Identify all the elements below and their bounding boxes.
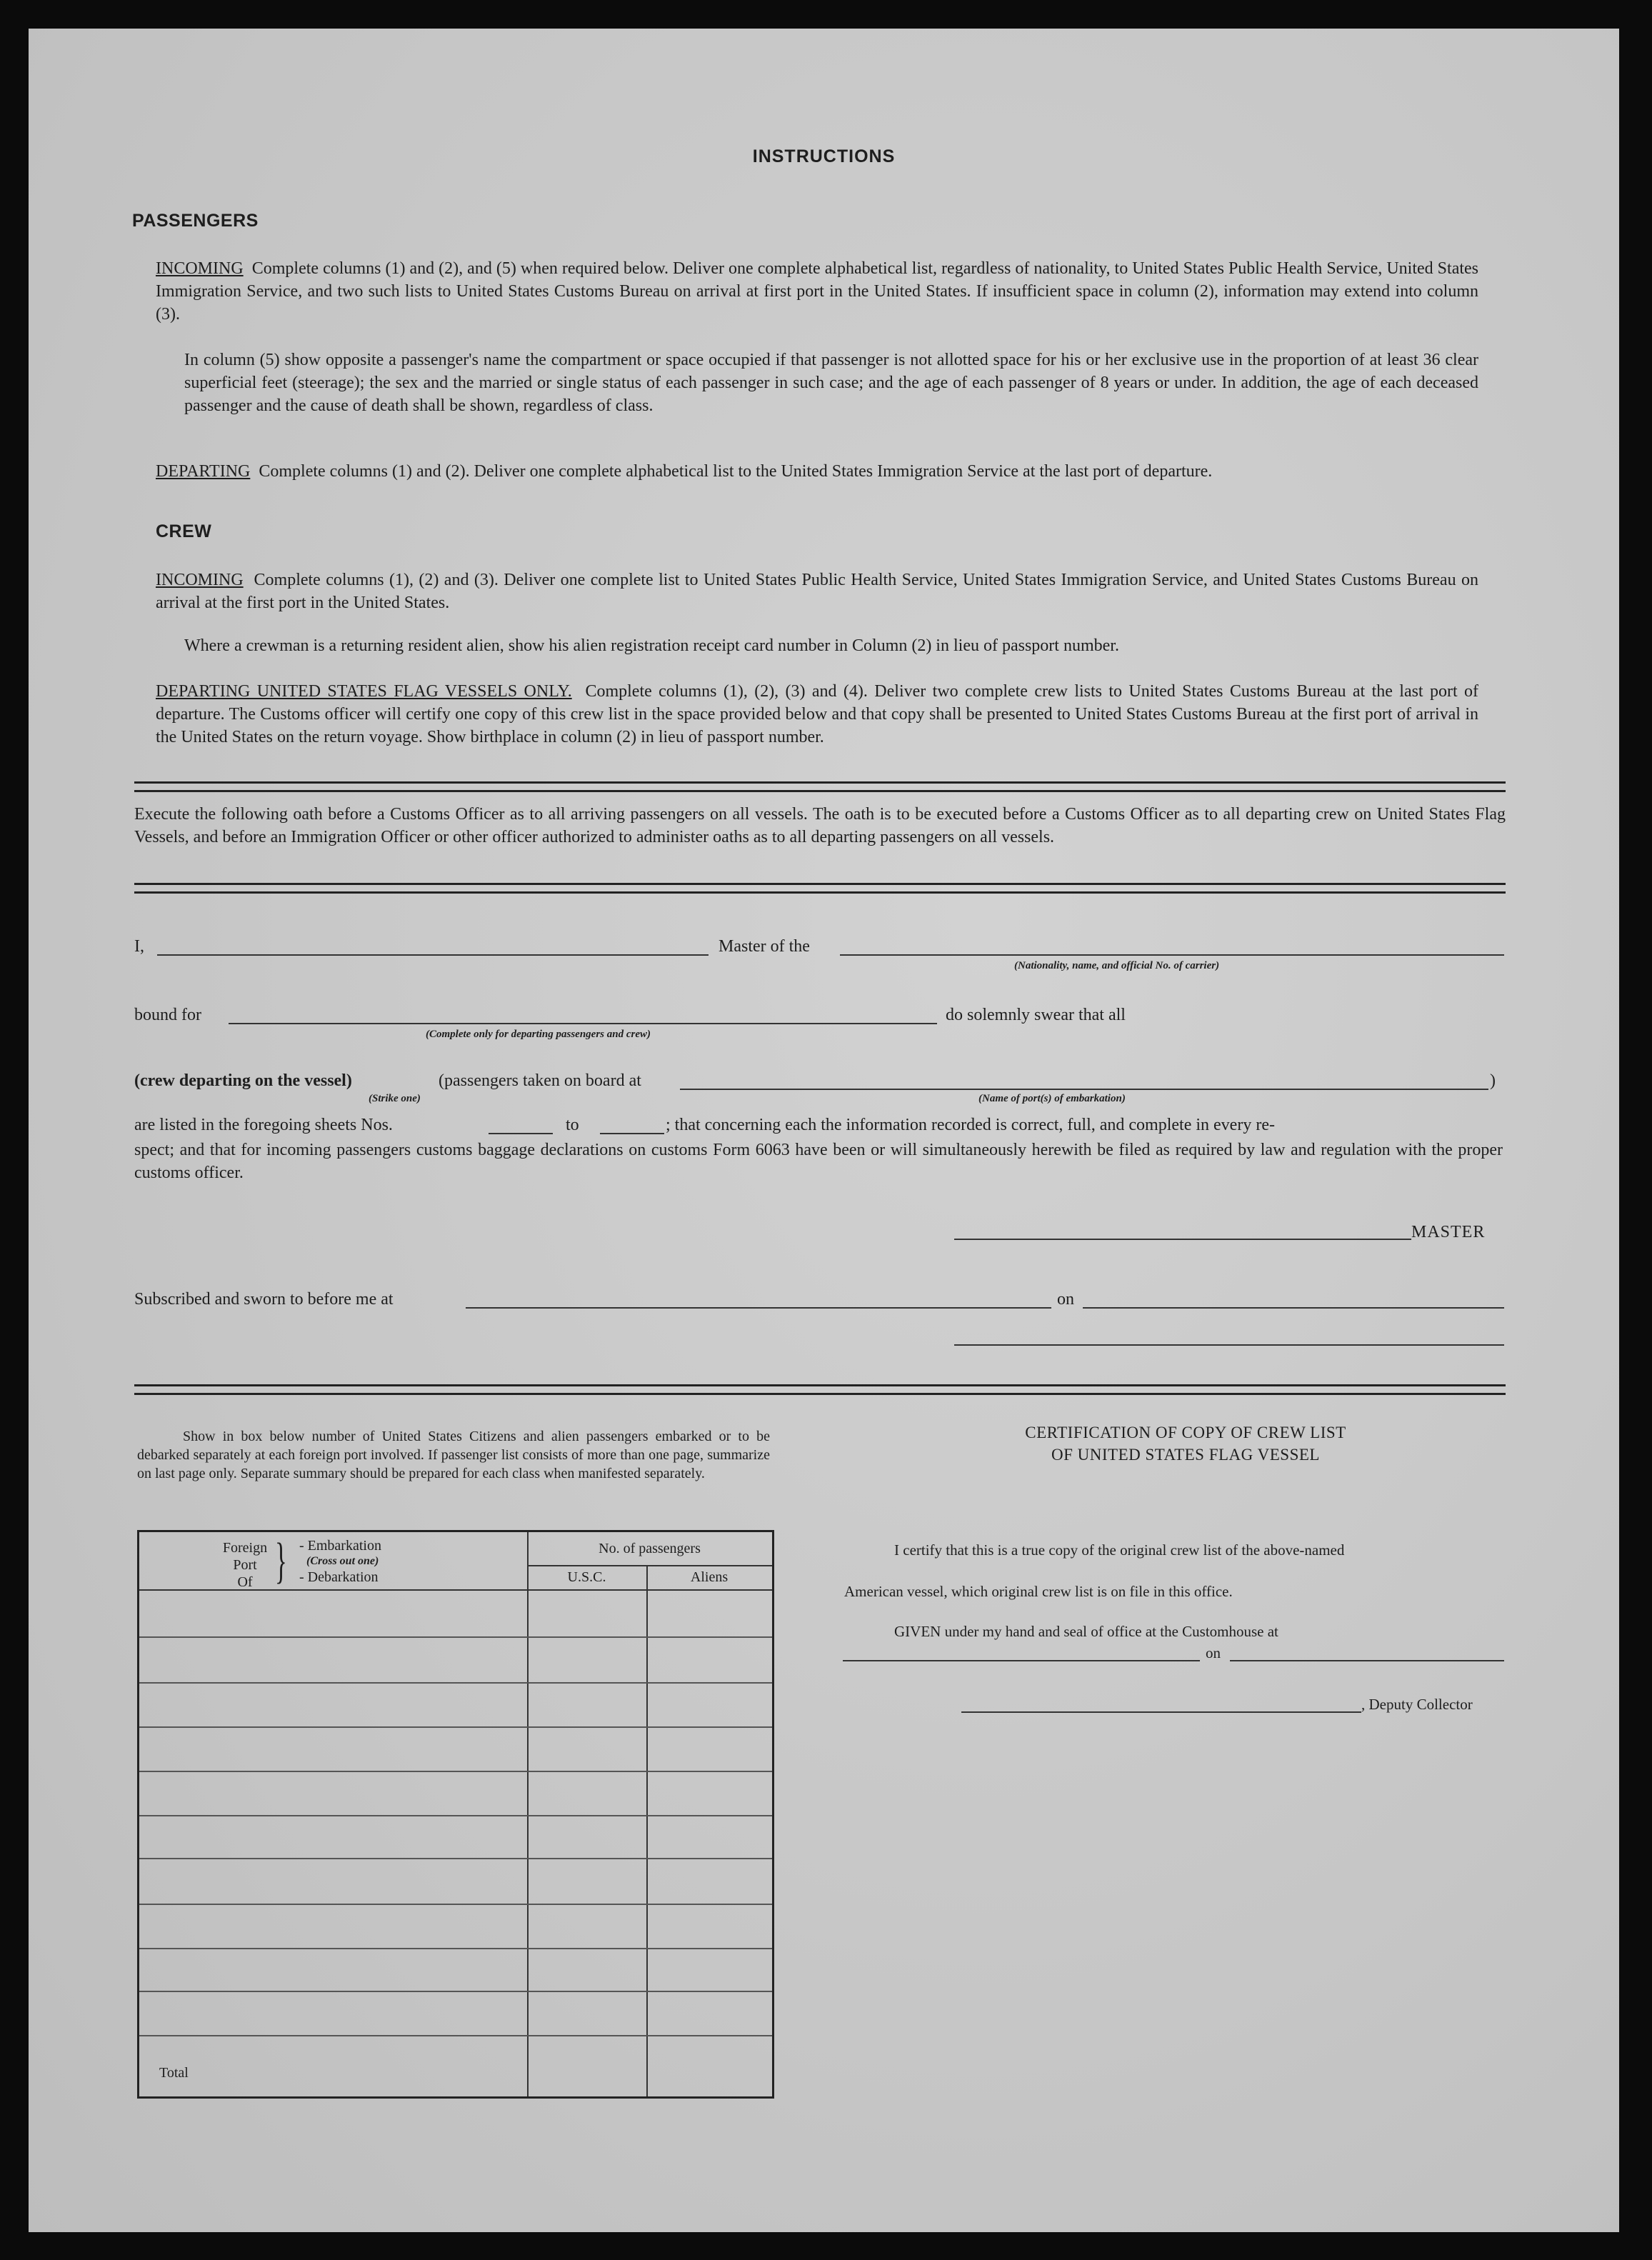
oath-i-label: I,	[134, 937, 144, 956]
embark-debark-options	[299, 1538, 381, 1585]
close-paren: )	[1490, 1071, 1496, 1090]
listed-post: ; that concerning each the information recorded is correct, full, and complete in every re-	[666, 1116, 1275, 1134]
certification-on-label: on	[1206, 1644, 1221, 1661]
deputy-collector-label: , Deputy Collector	[1361, 1696, 1473, 1713]
listed-pre: are listed in the foregoing sheets Nos.	[134, 1116, 393, 1134]
sworn-date-field[interactable]	[1083, 1307, 1504, 1309]
master-label: MASTER	[1411, 1223, 1486, 1241]
section-divider	[134, 883, 1506, 894]
listed-to: to	[566, 1116, 579, 1134]
master-name-field[interactable]	[157, 954, 709, 956]
carrier-field[interactable]	[840, 954, 1504, 956]
foreign-port-of-label	[216, 1539, 274, 1591]
crew-departing-block	[156, 680, 1478, 749]
passengers-column5-text: In column (5) show opposite a passenger's name the compartment or space occupied if that passenger is not allotted space for his or her exclusive use in the proportion of at least 36 clear superficial feet (steerage); the sex and the married or single status of each passenger in such case; and the age of each passenger of 8 years or under. In addition, the age of each deceased passenger and the cause of death shall be shown, regardless of class.	[184, 351, 1478, 415]
embarkation-port-field[interactable]	[680, 1089, 1488, 1090]
sheet-to-field[interactable]	[600, 1133, 664, 1134]
passengers-taken-option: (passengers taken on board at	[439, 1071, 641, 1090]
certification-title-line1: CERTIFICATION OF COPY OF CREW LIST	[1025, 1424, 1346, 1441]
table-row[interactable]	[139, 1771, 772, 1772]
table-row[interactable]	[139, 1904, 772, 1905]
passengers-departing-block	[156, 460, 1478, 483]
section-divider	[134, 781, 1506, 792]
passengers-column5-block	[184, 349, 1478, 417]
master-of-the-label: Master of the	[719, 937, 810, 956]
cross-out-caption: (Cross out one)	[306, 1555, 379, 1567]
page-title: INSTRUCTIONS	[752, 146, 896, 166]
customhouse-field[interactable]	[843, 1660, 1200, 1661]
table-row[interactable]	[139, 1636, 772, 1638]
bound-for-field[interactable]	[229, 1023, 937, 1024]
master-signature-field[interactable]	[954, 1239, 1411, 1240]
given-text: GIVEN under my hand and seal of office at the Customhouse at	[894, 1623, 1278, 1640]
subscribed-label: Subscribed and sworn to before me at	[134, 1290, 394, 1309]
certification-date-field[interactable]	[1230, 1660, 1504, 1661]
crew-resident-text: Where a crewman is a returning resident alien, show his alien registration receipt card number in Column (2) in lieu of passport number.	[184, 636, 1119, 655]
crew-departing-label: DEPARTING UNITED STATES FLAG VESSELS ONLY.	[156, 682, 572, 701]
swear-label: do solemnly swear that all	[946, 1006, 1126, 1024]
crew-heading: CREW	[156, 521, 212, 541]
bound-for-caption: (Complete only for departing passengers and crew)	[426, 1029, 651, 1040]
aliens-header: Aliens	[690, 1569, 729, 1585]
table-row[interactable]	[139, 1858, 772, 1859]
certification-title-line2: OF UNITED STATES FLAG VESSEL	[1051, 1446, 1320, 1464]
sheet-from-field[interactable]	[489, 1133, 553, 1134]
table-row[interactable]	[139, 1682, 772, 1684]
american-vessel-text: American vessel, which original crew list is on file in this office.	[844, 1583, 1233, 1600]
certify-text: I certify that this is a true copy of the original crew list of the above-named	[894, 1541, 1345, 1559]
deputy-signature-field[interactable]	[961, 1711, 1361, 1713]
passengers-heading: PASSENGERS	[132, 211, 259, 231]
form-page	[29, 29, 1619, 2232]
crew-incoming-text: Complete columns (1), (2) and (3). Deliver one complete list to United States Public Health Service, United States Immigration Service, and United States Customs Bureau on arrival at the first port in the United States.	[156, 571, 1478, 612]
debarkation-label: - Debarkation	[299, 1569, 379, 1585]
embarkation-label: - Embarkation	[299, 1538, 381, 1554]
usc-header: U.S.C.	[567, 1569, 606, 1585]
certification-title	[857, 1421, 1514, 1466]
brace-icon: }	[275, 1534, 287, 1589]
table-row[interactable]	[139, 1815, 772, 1816]
table-row[interactable]	[139, 1948, 772, 1949]
oath-intro: Execute the following oath before a Customs Officer as to all arriving passengers on all vessels. The oath is to be executed before a Customs Officer as to all departing crew on United States Flag Vessels, and before an Immigration Officer or other officer authorized to administer oaths as to all departing passengers on all vessels.	[134, 805, 1506, 846]
sworn-on-label: on	[1057, 1290, 1074, 1309]
passengers-incoming-block	[156, 257, 1478, 326]
sworn-place-field[interactable]	[466, 1307, 1051, 1309]
section-divider	[134, 1384, 1506, 1395]
table-row[interactable]	[139, 1991, 772, 1992]
passengers-departing-text: Complete columns (1) and (2). Deliver one complete alphabetical list to the United States Immigration Service at the last port of departure.	[259, 462, 1213, 481]
crew-incoming-label: INCOMING	[156, 571, 244, 589]
crew-departing-option: (crew departing on the vessel)	[134, 1071, 352, 1090]
passenger-summary-table	[137, 1530, 774, 2099]
bound-for-label: bound for	[134, 1006, 201, 1024]
table-row[interactable]	[139, 2035, 772, 2036]
passengers-departing-label: DEPARTING	[156, 462, 251, 481]
listed-cont: spect; and that for incoming passengers customs baggage declarations on customs Form 6063 have been or will simultaneously herewith be filed as required by law and regulation with the proper customs officer.	[134, 1141, 1503, 1182]
foreign-label: Foreign	[222, 1540, 268, 1556]
no-of-passengers-header: No. of passengers	[599, 1541, 701, 1556]
port-label: Port	[233, 1557, 257, 1573]
officer-signature-field[interactable]	[954, 1344, 1504, 1346]
strike-caption: (Strike one)	[369, 1093, 421, 1104]
crew-incoming-block	[156, 569, 1478, 614]
crew-departing-text: Complete columns (1), (2), (3) and (4). Deliver two complete crew lists to United States Customs Bureau at the last port of departure. The Customs officer will certify one copy of this crew list in the space provided below and that copy shall be presented to United States Customs Bureau at the first port of arrival in the United States on the return voyage. Show birthplace in column (2) in lieu of passport number.	[156, 682, 1478, 746]
table-row[interactable]	[139, 1726, 772, 1728]
of-label: Of	[237, 1574, 253, 1590]
total-label: Total	[159, 2065, 189, 2081]
passengers-incoming-label: INCOMING	[156, 259, 244, 278]
summary-instructions: Show in box below number of United States Citizens and alien passengers embarked or to be debarked separately at each foreign port involved. If passenger list consists of more than one page, summarize on last page only. Separate summary should be prepared for each class when manifested separately.	[137, 1429, 770, 1481]
carrier-caption: (Nationality, name, and official No. of carrier)	[1014, 960, 1220, 971]
crew-resident-block	[184, 634, 1478, 657]
passengers-incoming-text: Complete columns (1) and (2), and (5) when required below. Deliver one complete alphabetical list, regardless of nationality, to United States Public Health Service, United States Immigration Service, and two such lists to United States Customs Bureau on arrival at first port in the United States. If insufficient space in column (2), information may extend into column (3).	[156, 259, 1479, 324]
port-caption: (Name of port(s) of embarkation)	[978, 1093, 1126, 1104]
